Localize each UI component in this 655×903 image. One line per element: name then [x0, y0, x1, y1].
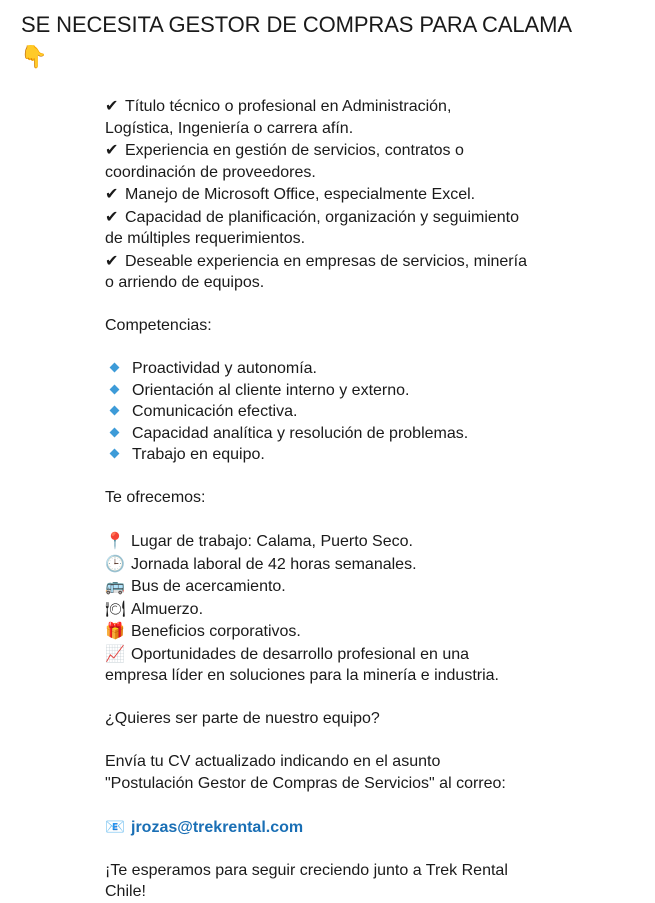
instruction-line: Envía tu CV actualizado indicando en el asunto [105, 753, 441, 770]
requirement-text: coordinación de proveedores. [105, 163, 316, 181]
list-item [105, 380, 645, 402]
post-body [105, 95, 645, 903]
benefit-text: empresa líder en soluciones para la minería e industria. [105, 667, 499, 684]
list-item [105, 250, 645, 294]
check-mark-icon: ✔ [105, 250, 119, 270]
competencia-text: Proactividad y autonomía. [132, 360, 317, 377]
check-mark-icon: ✔ [105, 96, 119, 115]
list-item [105, 206, 645, 250]
question-text: ¿Quieres ser parte de nuestro equipo? [105, 710, 380, 727]
list-item [105, 575, 645, 598]
check-mark-icon: ✔ [105, 184, 119, 203]
requirements-list [105, 95, 645, 294]
requirement-text: Experiencia en gestión de servicios, contratos o [125, 142, 464, 159]
ofrecemos-heading: Te ofrecemos: [105, 489, 206, 506]
blue-diamond-icon [110, 406, 120, 416]
list-item [105, 401, 645, 423]
list-item [105, 358, 645, 380]
competencias-heading: Competencias: [105, 317, 212, 334]
blue-diamond-icon [110, 384, 120, 394]
ofrecemos-list [105, 530, 645, 687]
page-title: SE NECESITA GESTOR DE COMPRAS PARA CALAMA [21, 12, 572, 37]
requirement-text: Deseable experiencia en empresas de servicios, minería [125, 252, 527, 270]
competencias-list [105, 358, 645, 466]
requirement-text: Manejo de Microsoft Office, especialmente Excel. [125, 186, 476, 203]
competencia-text: Orientación al cliente interno y externo. [132, 381, 410, 399]
plate-icon: 🍽 [105, 598, 126, 618]
check-mark-icon: ✔ [105, 206, 119, 226]
list-item [105, 183, 645, 206]
competencia-text: Comunicación efectiva. [132, 403, 298, 420]
benefit-text: Bus de acercamiento. [131, 578, 286, 595]
competencia-text: Capacidad analítica y resolución de problemas. [132, 424, 469, 442]
list-item [105, 139, 645, 183]
chart-increasing-icon: 📈 [105, 643, 125, 663]
email-link[interactable]: jrozas@trekrental.com [131, 818, 304, 836]
blue-diamond-icon [110, 363, 120, 373]
list-item [105, 530, 645, 553]
benefit-text: Lugar de trabajo: Calama, Puerto Seco. [131, 533, 413, 550]
benefit-text: Oportunidades de desarrollo profesional en una [131, 645, 470, 663]
requirement-text: o arriendo de equipos. [105, 274, 265, 291]
pointing-down-icon: 👇 [20, 44, 48, 69]
list-item [105, 620, 645, 643]
requirement-text: Capacidad de planificación, organización y seguimiento [125, 208, 520, 226]
bus-icon: 🚌 [105, 576, 125, 595]
benefit-text: Beneficios corporativos. [131, 623, 301, 640]
blue-diamond-icon [110, 449, 120, 459]
closing-line: Chile! [105, 883, 146, 900]
requirement-text: Logística, Ingeniería o carrera afín. [105, 119, 354, 137]
clock-icon: 🕒 [105, 553, 125, 573]
list-item [105, 553, 645, 576]
benefit-text: Jornada laboral de 42 horas semanales. [131, 555, 417, 573]
gift-icon: 🎁 [105, 621, 125, 640]
list-item [105, 423, 645, 445]
competencia-text: Trabajo en equipo. [132, 446, 265, 463]
instruction-line: "Postulación Gestor de Compras de Servicios" al correo: [105, 774, 506, 792]
list-item [105, 95, 645, 139]
check-mark-icon: ✔ [105, 140, 119, 159]
requirement-text: Título técnico o profesional en Administración, [125, 98, 452, 115]
closing-text [105, 860, 645, 903]
instructions-text [105, 751, 645, 794]
list-item [105, 444, 645, 466]
contact-email-row [105, 816, 645, 839]
closing-line: ¡Te esperamos para seguir creciendo junto a Trek Rental [105, 861, 508, 879]
blue-diamond-icon [110, 427, 120, 437]
list-item [105, 598, 645, 621]
email-icon: 📧 [105, 816, 125, 836]
round-pushpin-icon: 📍 [105, 531, 125, 550]
list-item [105, 643, 645, 687]
requirement-text: de múltiples requerimientos. [105, 230, 306, 247]
benefit-text: Almuerzo. [131, 600, 204, 618]
